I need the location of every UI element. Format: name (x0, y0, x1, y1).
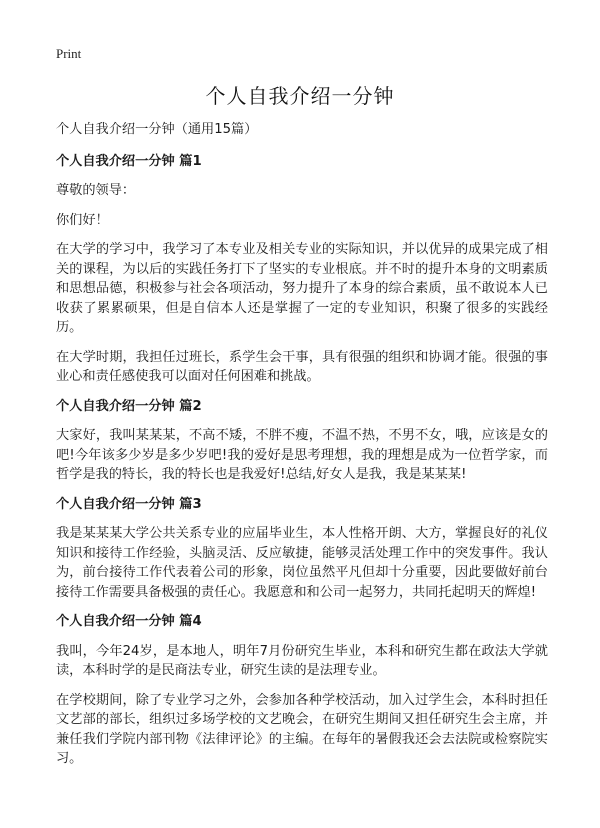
paragraph: 在学校期间，除了专业学习之外，会参加各种学校活动，加入过学生会，本科时担任文艺部的部长，组织过多场学校的文艺晚会，在研究生期间又担任研究生会主席，并兼任我们学院内部刊物《法律评论》的主编。在每年的暑假我还会去法院或检察院实习。 (56, 692, 548, 766)
paragraph: 在大学的学习中，我学习了本专业及相关专业的实际知识，并以优异的成果完成了相关的课程，为以后的实践任务打下了坚实的专业根底。并不时的提升本身的文明素质和思想品德，积极参与社会各项活动，努力提升了本身的综合素质，虽不敢说本人已收获了累累硕果，但是自信本人还是掌握了一定的专业知识，积聚了很多的实践经历。 (56, 242, 548, 335)
paragraph: 尊敬的领导： (56, 183, 136, 198)
article-body (56, 120, 548, 779)
section-3 (56, 495, 548, 603)
section-heading: 个人自我介绍一分钟 篇2 (56, 398, 202, 414)
article-subtitle: 个人自我介绍一分钟（通用15篇） (56, 122, 258, 137)
paragraph: 你们好！ (56, 212, 109, 228)
print-link[interactable]: Print (56, 46, 82, 61)
section-heading: 个人自我介绍一分钟 篇4 (56, 614, 202, 629)
section-heading: 个人自我介绍一分钟 篇3 (56, 496, 202, 512)
section-2 (56, 397, 548, 485)
paragraph: 大家好，我叫某某某，不高不矮，不胖不瘦，不温不热，不男不女，哦，应该是女的吧!今年该多少岁是多少岁吧!我的爱好是思考理想，我的理想是成为一位哲学家，而哲学是我的特长，我的特长也是我爱好!总结,好女人是我，我是某某某! (56, 428, 548, 482)
section-4 (56, 612, 548, 769)
page-title: 个人自我介绍一分钟 (205, 84, 395, 108)
paragraph: 在大学时期，我担任过班长，系学生会干事，具有很强的组织和协调才能。很强的事业心和责任感使我可以面对任何困难和挑战。 (56, 349, 548, 384)
paragraph: 我叫，今年24岁，是本地人，明年7月份研究生毕业，本科和研究生都在政法大学就读，本科时学的是民商法专业，研究生读的是法理专业。 (56, 643, 548, 678)
paragraph: 我是某某某大学公共关系专业的应届毕业生，本人性格开朗、大方，掌握良好的礼仪知识和接待工作经验，头脑灵活、反应敏捷，能够灵活处理工作中的突发事件。我认为，前台接待工作代表着公司的形象，岗位虽然平凡但却十分重要，因此要做好前台接待工作需要具备极强的责任心。我愿意和和公司一起努力，共同托起明天的辉煌! (56, 526, 548, 600)
section-heading: 个人自我介绍一分钟 篇1 (56, 153, 202, 169)
section-1 (56, 152, 548, 387)
